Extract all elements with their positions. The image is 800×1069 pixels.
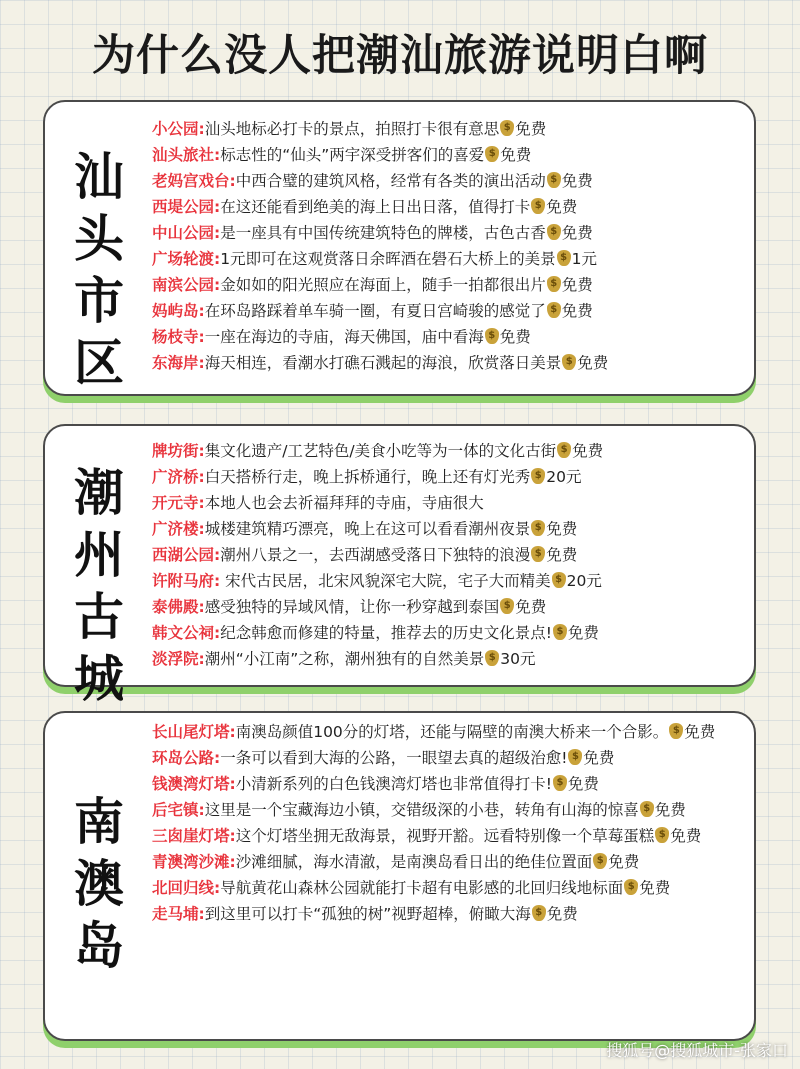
attraction-name: 北回归线: (152, 879, 221, 897)
attraction-name: 长山尾灯塔: (152, 723, 236, 741)
attraction-name: 淡浮院: (152, 650, 205, 668)
attraction-name: 开元寺: (152, 494, 205, 512)
attraction-name: 西堤公园: (152, 198, 221, 216)
attraction-desc: 本地人也会去祈福拜拜的寺庙，寺庙很大 (204, 494, 484, 512)
attraction-name: 环岛公路: (152, 749, 221, 767)
attraction-item (152, 194, 748, 220)
attraction-name: 钱澳湾灯塔: (152, 775, 236, 793)
attraction-price: 20元 (546, 468, 582, 486)
region-label (67, 462, 131, 710)
money-bag-icon (547, 302, 561, 318)
section-card-chaozhou (43, 424, 756, 708)
page-title: 为什么没人把潮汕旅游说明白啊 (92, 31, 708, 81)
attraction-desc: 宋代古民居，北宋风貌深宅大院，宅子大而精美 (220, 572, 551, 590)
attraction-price: 免费 (500, 146, 532, 164)
attraction-desc: 纪念韩愈而修建的特量，推荐去的历史文化景点! (220, 624, 552, 642)
attraction-price: 20元 (566, 572, 602, 590)
money-bag-icon (557, 442, 571, 458)
attraction-item (152, 797, 748, 823)
money-bag-icon (547, 172, 561, 188)
attraction-price: 免费 (561, 302, 593, 320)
attraction-price: 免费 (684, 723, 716, 741)
section-card-shantou (43, 100, 756, 396)
attraction-desc: 沙滩细腻，海水清澈，是南澳岛看日出的绝佳位置面 (235, 853, 593, 871)
attraction-item (152, 620, 748, 646)
attraction-price: 免费 (654, 801, 686, 819)
attraction-desc: 感受独特的异域风情，让你一秒穿越到泰国 (204, 598, 500, 616)
money-bag-icon (485, 146, 499, 162)
money-bag-icon (655, 827, 669, 843)
attraction-price: 免费 (515, 598, 547, 616)
region-char: 汕 (74, 148, 124, 206)
attraction-item (152, 350, 748, 376)
attraction-desc: 白天搭桥行走，晚上拆桥通行，晚上还有灯光秀 (204, 468, 531, 486)
attraction-desc: 在环岛路踩着单车骑一圈，有夏日宫崎骏的感觉了 (204, 302, 546, 320)
money-bag-icon (531, 520, 545, 536)
attraction-name: 三囱崖灯塔: (152, 827, 236, 845)
attraction-desc: 小清新系列的白色钱澳湾灯塔也非常值得打卡! (235, 775, 552, 793)
attraction-desc: 南澳岛颜值100分的灯塔，还能与隔壁的南澳大桥来一个合影。 (235, 723, 669, 741)
attraction-desc: 一条可以看到大海的公路，一眼望去真的超级治愈! (220, 749, 568, 767)
attraction-item (152, 516, 748, 542)
attraction-desc: 是一座具有中国传统建筑特色的牌楼，古色古香 (220, 224, 546, 242)
money-bag-icon (531, 468, 545, 484)
attraction-item (152, 490, 748, 516)
attraction-price: 免费 (572, 442, 604, 460)
attraction-price: 免费 (577, 354, 609, 372)
watermark: 搜狐号@搜狐城市-张家口 (606, 1041, 788, 1060)
region-char: 区 (74, 334, 124, 392)
attraction-item (152, 464, 748, 490)
attraction-list (152, 116, 748, 376)
attraction-item (152, 901, 748, 927)
money-bag-icon (531, 546, 545, 562)
attraction-item (152, 542, 748, 568)
money-bag-icon (547, 224, 561, 240)
region-char: 澳 (74, 855, 124, 913)
region-char: 市 (74, 272, 124, 330)
money-bag-icon (640, 801, 654, 817)
attraction-item (152, 719, 748, 745)
attraction-desc: 汕头地标必打卡的景点，拍照打卡很有意思 (204, 120, 500, 138)
region-label (67, 146, 131, 394)
attraction-desc: 中西合璧的建筑风格，经常有各类的演出活动 (235, 172, 546, 190)
attraction-desc: 集文化遗产/工艺特色/美食小吃等为一体的文化古街 (204, 442, 557, 460)
region-char: 岛 (74, 917, 124, 975)
attraction-price: 免费 (583, 749, 615, 767)
attraction-item (152, 142, 748, 168)
money-bag-icon (552, 572, 566, 588)
attraction-name: 广济楼: (152, 520, 205, 538)
attraction-item (152, 168, 748, 194)
attraction-price: 免费 (561, 172, 593, 190)
attraction-name: 青澳湾沙滩: (152, 853, 236, 871)
attraction-desc: 这里是一个宝藏海边小镇，交错级深的小巷，转角有山海的惊喜 (204, 801, 639, 819)
attraction-name: 东海岸: (152, 354, 205, 372)
attraction-name: 泰佛殿: (152, 598, 205, 616)
money-bag-icon (485, 328, 499, 344)
region-label (67, 791, 131, 977)
attraction-name: 汕头旅社: (152, 146, 221, 164)
attraction-price: 免费 (567, 775, 599, 793)
attraction-list (152, 438, 748, 672)
attraction-item (152, 298, 748, 324)
money-bag-icon (531, 198, 545, 214)
attraction-price: 免费 (608, 853, 640, 871)
attraction-name: 后宅镇: (152, 801, 205, 819)
region-char: 州 (74, 526, 124, 584)
money-bag-icon (557, 250, 571, 266)
attraction-desc: 一座在海边的寺庙，海天佛国，庙中看海 (204, 328, 484, 346)
region-char: 头 (74, 210, 124, 268)
attraction-item (152, 823, 748, 849)
attraction-item (152, 246, 748, 272)
attraction-item (152, 272, 748, 298)
attraction-price: 免费 (546, 905, 578, 923)
attraction-list (152, 719, 748, 927)
money-bag-icon (485, 650, 499, 666)
region-char: 南 (74, 793, 124, 851)
money-bag-icon (553, 624, 567, 640)
attraction-price: 免费 (546, 198, 578, 216)
money-bag-icon (669, 723, 683, 739)
region-char: 潮 (74, 464, 124, 522)
attraction-desc: 1元即可在这观赏落日余晖酒在礐石大桥上的美景 (220, 250, 556, 268)
attraction-desc: 在这还能看到绝美的海上日出日落，值得打卡 (220, 198, 531, 216)
attraction-name: 中山公园: (152, 224, 221, 242)
attraction-item (152, 646, 748, 672)
attraction-price: 免费 (546, 546, 578, 564)
attraction-name: 小公园: (152, 120, 205, 138)
attraction-name: 妈屿岛: (152, 302, 205, 320)
attraction-price: 免费 (515, 120, 547, 138)
attraction-item (152, 568, 748, 594)
attraction-desc: 城楼建筑精巧漂亮，晚上在这可以看看潮州夜景 (204, 520, 531, 538)
section-card-nanao (43, 711, 756, 1041)
region-char: 古 (74, 588, 124, 646)
attraction-desc: 标志性的“仙头”两宇深受拼客们的喜爱 (220, 146, 485, 164)
attraction-price: 免费 (561, 224, 593, 242)
attraction-item (152, 438, 748, 464)
attraction-item (152, 745, 748, 771)
attraction-item (152, 324, 748, 350)
attraction-item (152, 220, 748, 246)
attraction-price: 免费 (567, 624, 599, 642)
attraction-desc: 到这里可以打卡“孤独的树”视野超棒，俯瞰大海 (204, 905, 531, 923)
attraction-desc: 这个灯塔坐拥无敌海景，视野开豁。远看特别像一个草莓蛋糕 (235, 827, 655, 845)
attraction-desc: 金如如的阳光照应在海面上，随手一拍都很出片 (220, 276, 546, 294)
attraction-name: 走马埔: (152, 905, 205, 923)
attraction-price: 1元 (571, 250, 597, 268)
region-char: 城 (74, 650, 124, 708)
attraction-item (152, 875, 748, 901)
attraction-desc: 海天相连，看潮水打礁石溅起的海浪，欣赏落日美景 (204, 354, 562, 372)
attraction-price: 30元 (500, 650, 536, 668)
attraction-name: 西湖公园: (152, 546, 221, 564)
attraction-price: 免费 (546, 520, 578, 538)
attraction-name: 韩文公祠: (152, 624, 221, 642)
attraction-item (152, 849, 748, 875)
attraction-item (152, 116, 748, 142)
money-bag-icon (547, 276, 561, 292)
money-bag-icon (500, 120, 514, 136)
attraction-desc: 潮州八景之一，去西湖感受落日下独特的浪漫 (220, 546, 531, 564)
attraction-price: 免费 (670, 827, 702, 845)
attraction-name: 许附马府: (152, 572, 221, 590)
money-bag-icon (553, 775, 567, 791)
attraction-desc: 潮州“小江南”之称，潮州独有的自然美景 (204, 650, 485, 668)
money-bag-icon (532, 905, 546, 921)
attraction-name: 牌坊街: (152, 442, 205, 460)
attraction-item (152, 771, 748, 797)
money-bag-icon (568, 749, 582, 765)
attraction-name: 南滨公园: (152, 276, 221, 294)
money-bag-icon (562, 354, 576, 370)
attraction-name: 老妈宫戏台: (152, 172, 236, 190)
attraction-item (152, 594, 748, 620)
attraction-price: 免费 (639, 879, 671, 897)
attraction-price: 免费 (561, 276, 593, 294)
attraction-name: 广济桥: (152, 468, 205, 486)
attraction-price: 免费 (499, 328, 531, 346)
attraction-desc: 导航黄花山森林公园就能打卡超有电影感的北回归线地标面 (220, 879, 624, 897)
money-bag-icon (593, 853, 607, 869)
money-bag-icon (500, 598, 514, 614)
attraction-name: 广场轮渡: (152, 250, 221, 268)
attraction-name: 杨枝寺: (152, 328, 205, 346)
money-bag-icon (624, 879, 638, 895)
